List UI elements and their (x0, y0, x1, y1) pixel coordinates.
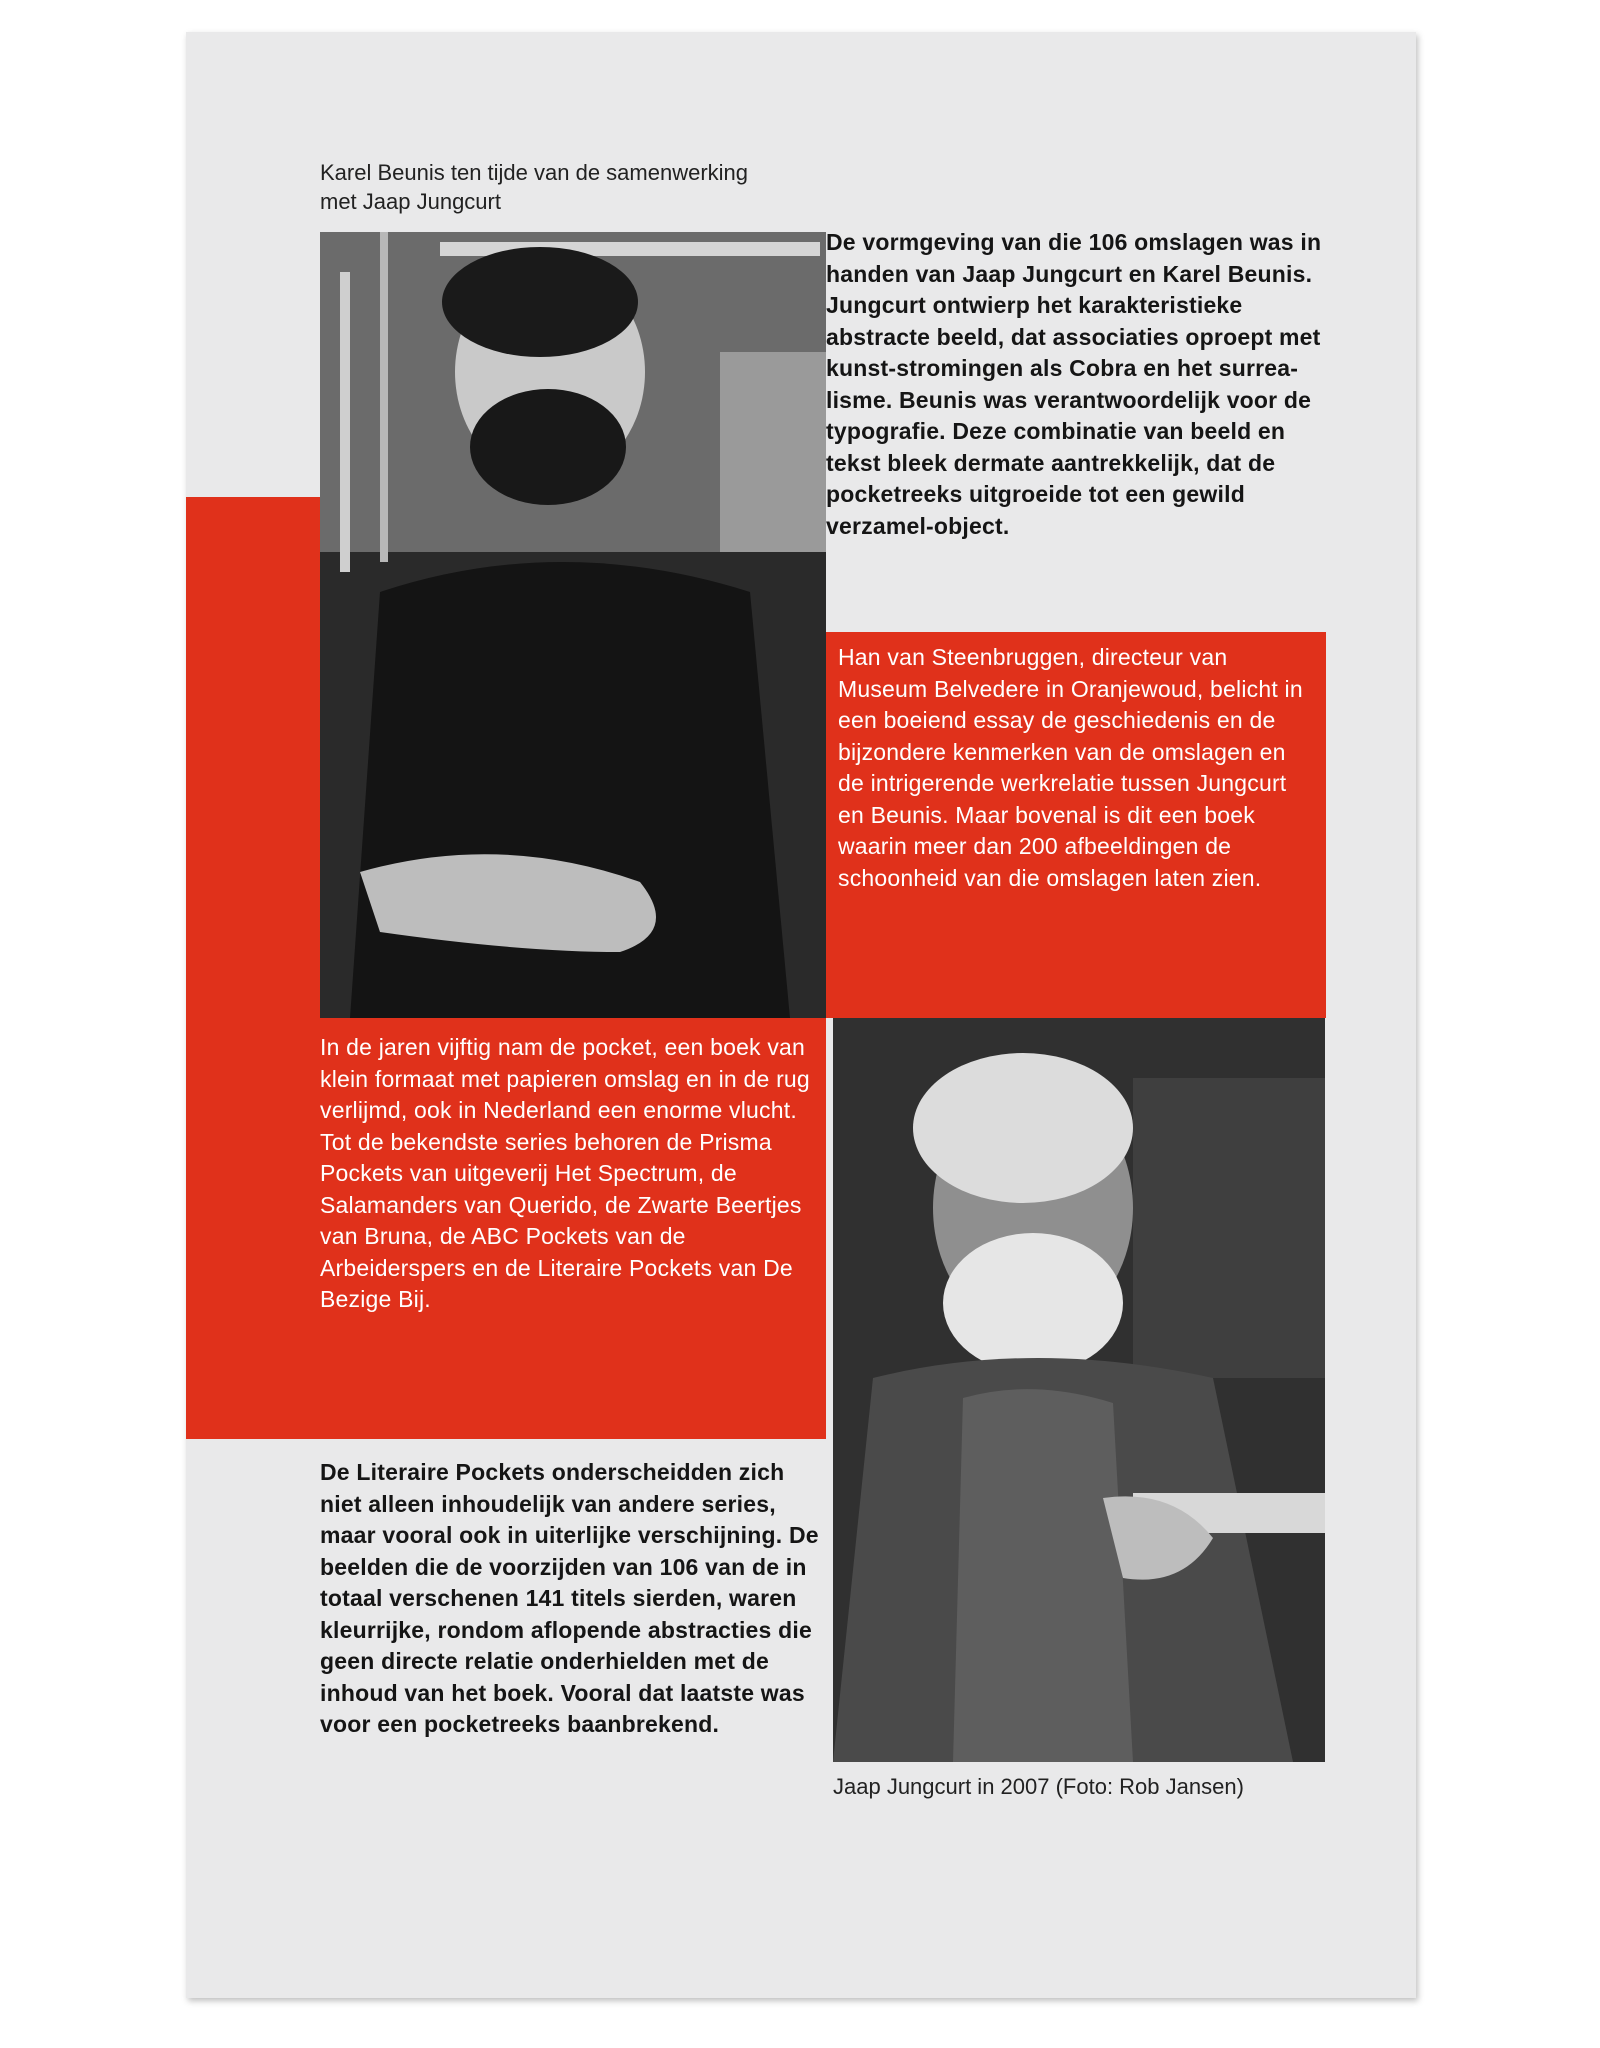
paragraph-literaire-pockets: De Literaire Pockets onderscheidden zich niet alleen inhoudelijk van andere series, maar vooral ook in uiterlijke verschijning. De beelden die de voorzijden van 106 van de in totaal verschenen 141 titels sierden, waren kleurrijke, rondom aflopende abstracties die geen directe relatie onderhielden met de inhoud van het boek. Vooral dat laatste was voor een pocketreeks baanbrekend. (320, 1459, 819, 1737)
book-back-cover (186, 32, 1416, 1998)
paragraph-essay: Han van Steenbruggen, directeur van Museum Belvedere in Oranjewoud, belicht in een boeiend essay de geschiedenis en de bijzondere kenmerken van de omslagen en de intrigerende werkrelatie tussen Jungcurt en Beunis. Maar bovenal is dit een boek waarin meer dan 200 afbeeldingen de schoonheid van die omslagen laten zien. (838, 644, 1303, 891)
paragraph-pockets: In de jaren vijftig nam de pocket, een boek van klein formaat met papieren omslag en in de rug verlijmd, ook in Nederland een enorme vlucht. Tot de bekendste series behoren de Prisma Pockets van uitgeverij Het Spectrum, de Salamanders van Querido, de Zwarte Beertjes van Bruna, de ABC Pockets van de Arbeiderspers en de Literaire Pockets van De Bezige Bij. (320, 1034, 810, 1312)
photo-caption-karel-beunis: Karel Beunis ten tijde van de samenwerking met Jaap Jungcurt (320, 160, 749, 214)
paragraph-design: De vormgeving van die 106 omslagen was in handen van Jaap Jungcurt en Karel Beunis. Jungcurt ontwierp het karakteristieke abstracte beeld, dat associaties oproept met kunst-stromingen als Cobra en het surrea-lisme. Beunis was verantwoordelijk voor de typografie. Deze combinatie van beeld en tekst bleek dermate aantrekkelijk, dat de pocketreeks uitgroeide tot een gewild verzamel-object. (826, 229, 1322, 539)
photo-jaap-jungcurt (833, 1018, 1325, 1762)
photo-caption-jaap-jungcurt: Jaap Jungcurt in 2007 (Foto: Rob Jansen) (833, 1774, 1244, 1799)
photo-karel-beunis (320, 232, 826, 1018)
